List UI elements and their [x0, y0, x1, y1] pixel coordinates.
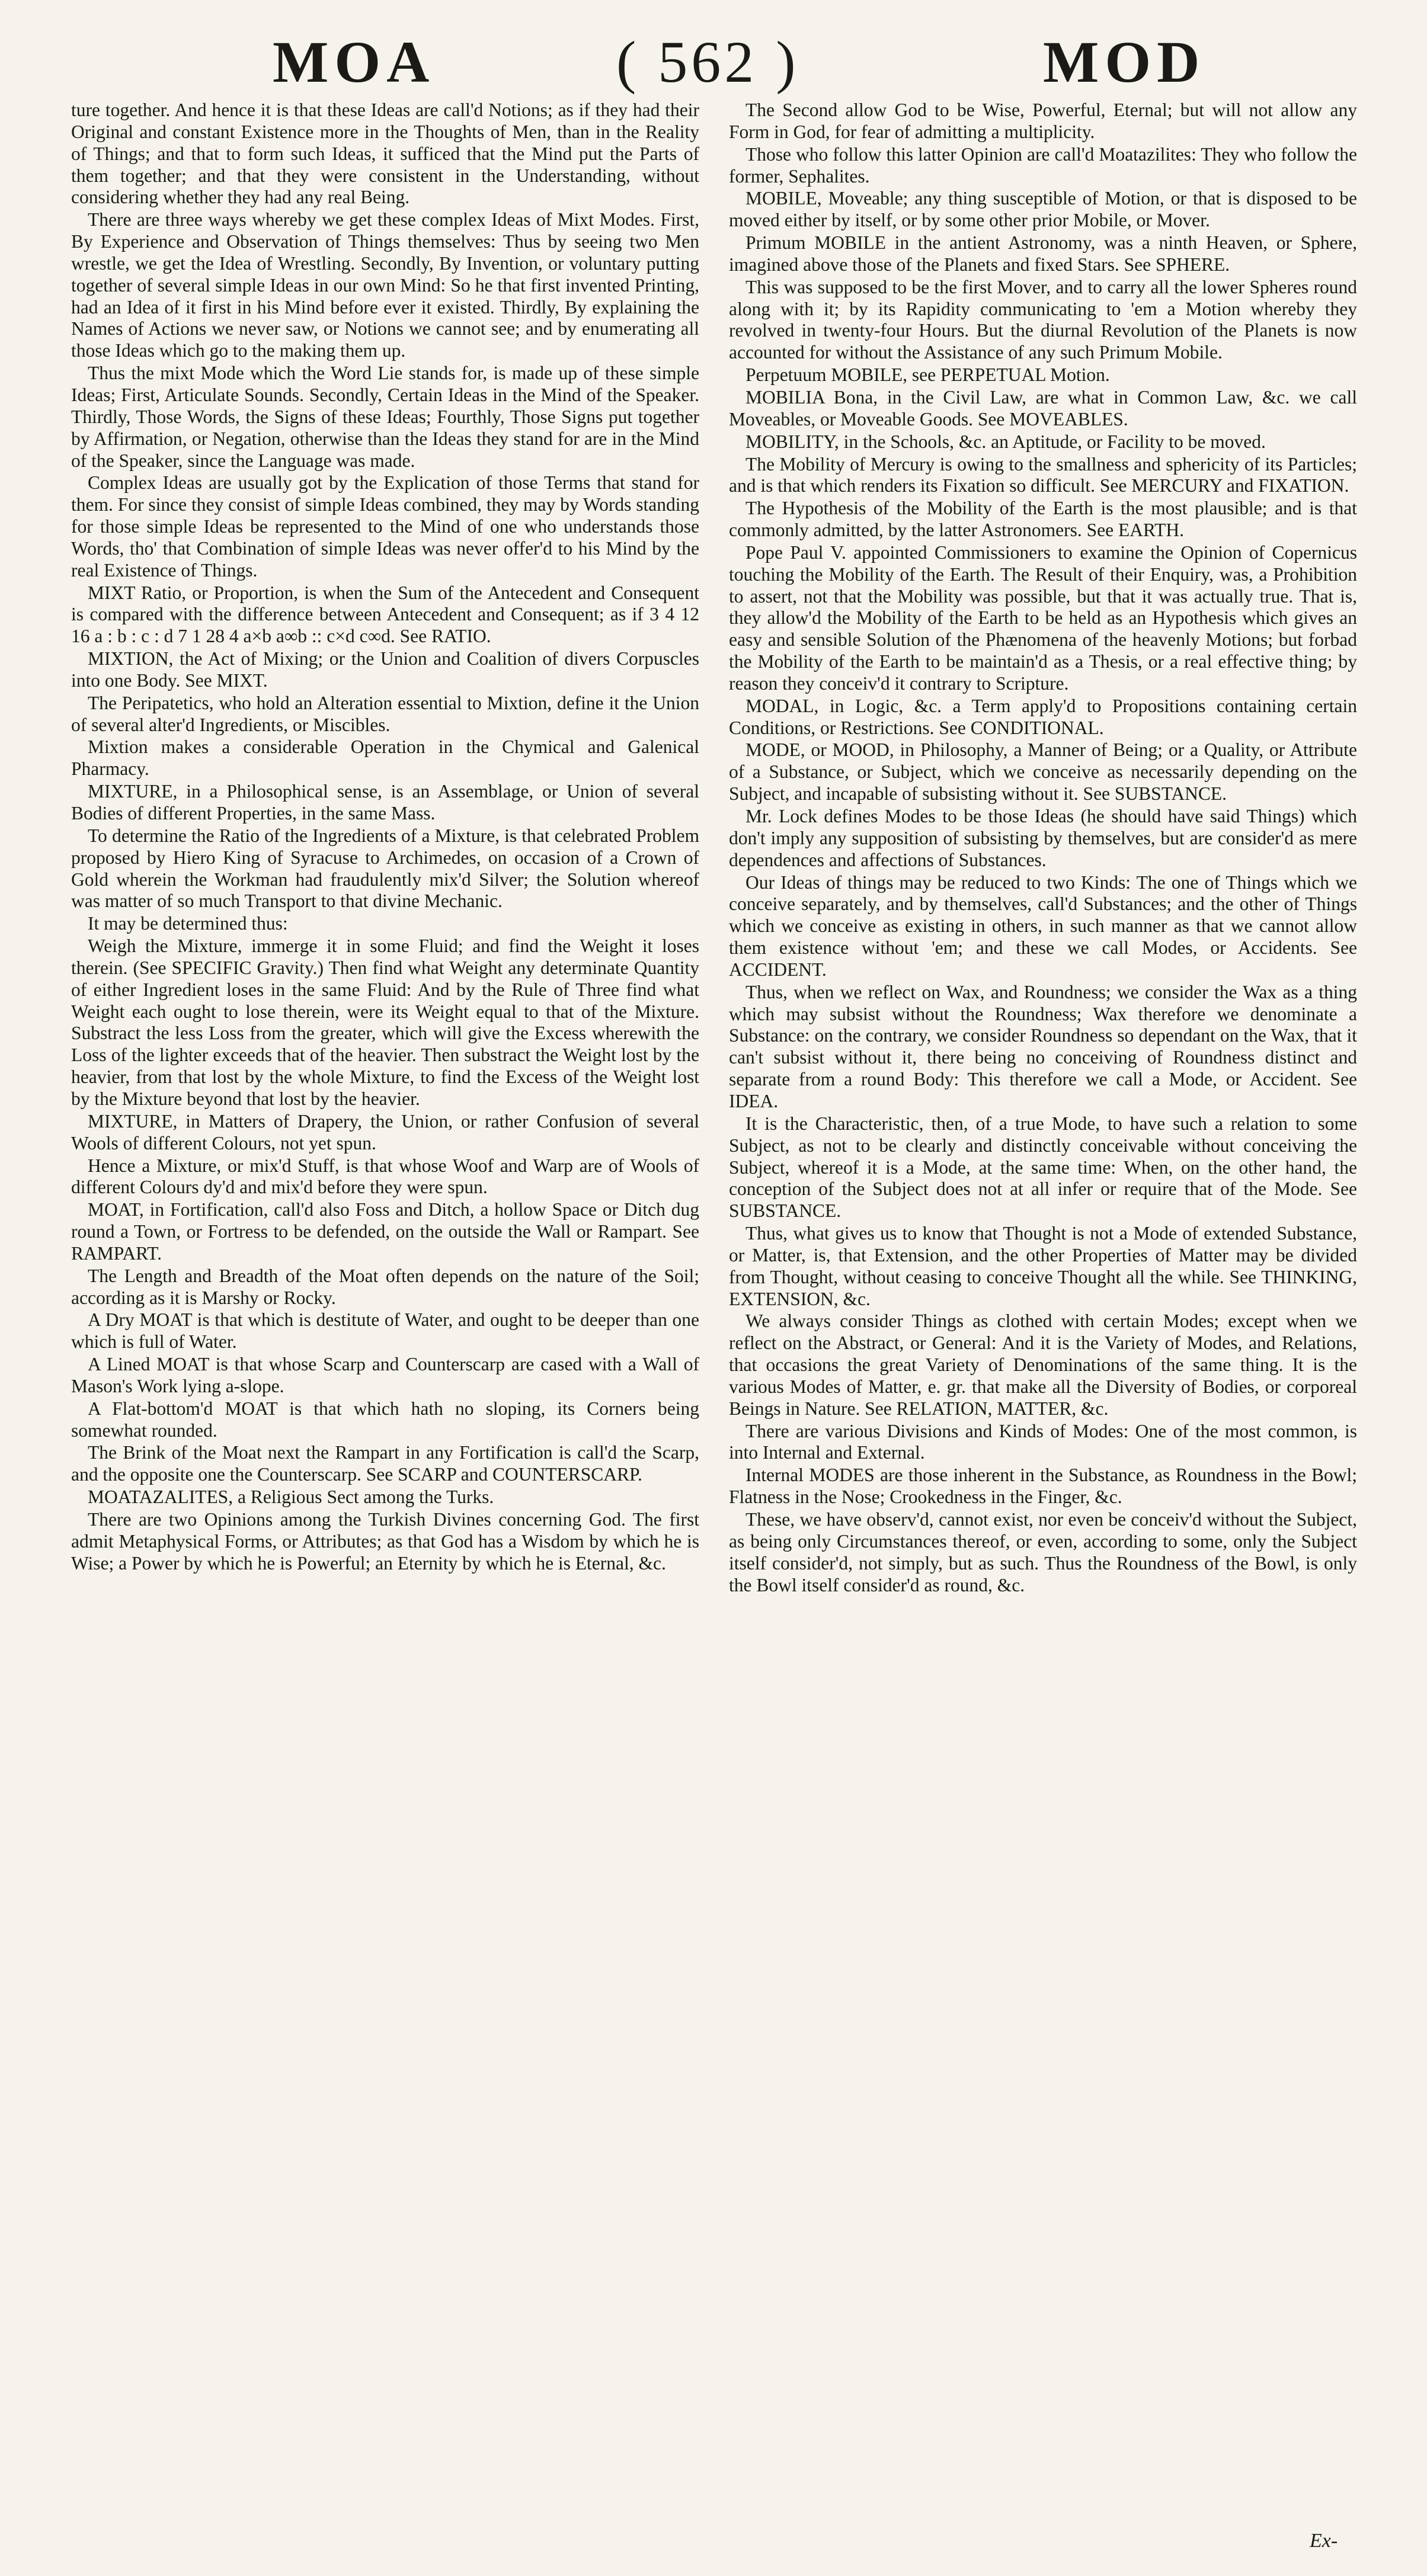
paragraph: MOBILITY, in the Schools, &c. an Aptitude, or Facility to be moved. — [746, 431, 1266, 452]
paragraph: MODAL, in Logic, &c. a Term apply'd to Propositions containing certain Conditions, or Restrictions. See CONDITIONAL. — [729, 695, 1357, 738]
paragraph: Weigh the Mixture, immerge it in some Fluid; and find the Weight it loses therein. (See SPECIFIC Gravity.) Then find what Weight any determinate Quantity of either Ingredient loses in the same Fluid: And by the Rule of Three find what Weight each ought to lose therein, were its Weight equal to that of the Mixture. Substract the less Loss from the greater, which will give the Excess wherewith the Loss of the lighter exceeds that of the heavier. Then substract the Weight lost by the heavier, from that lost by the whole Mixture, to find the Excess of the Weight lost by the Mixture beyond that lost by the heavier. — [71, 935, 699, 1109]
paragraph: There are various Divisions and Kinds of Modes: One of the most common, is into Internal and External. — [729, 1420, 1357, 1463]
paragraph: The Hypothesis of the Mobility of the Earth is the most plausible; and is that commonly admitted, by the latter Astronomers. See EARTH. — [729, 498, 1357, 541]
left-column — [71, 100, 699, 2499]
paragraph: MOBILIA Bona, in the Civil Law, are what in Common Law, &c. we call Moveables, or Moveable Goods. See MOVEABLES. — [729, 386, 1357, 430]
paragraph: Thus, what gives us to know that Thought is not a Mode of extended Substance, or Matter, is, that Extension, and the other Properties of Matter may be divided from Thought, without ceasing to conceive Thought all the while. See THINKING, EXTENSION, &c. — [729, 1223, 1357, 1309]
paragraph: A Dry MOAT is that which is destitute of Water, and ought to be deeper than one which is full of Water. — [71, 1309, 699, 1353]
paragraph: Thus the mixt Mode which the Word Lie stands for, is made up of these simple Ideas; First, Articulate Sounds. Secondly, Certain Ideas in the Mind of the Speaker. Thirdly, Those Words, the Signs of these Ideas; Fourthly, Those Signs put together by Affirmation, or Negation, otherwise than the Ideas they stand for are in the Mind of the Speaker, since the Language was made. — [71, 363, 699, 471]
paragraph: Our Ideas of things may be reduced to two Kinds: The one of Things which we conceive separately, and by themselves, call'd Substances; and the other of Things which we conceive as existing in others, in such manner as that we cannot allow them existence without 'em; and these we call Modes, or Accidents. See ACCIDENT. — [729, 872, 1357, 980]
paragraph: Thus, when we reflect on Wax, and Roundness; we consider the Wax as a thing which may subsist without the Roundness; Wax therefore we denominate a Substance: on the contrary, we consider Roundness so dependant on the Wax, that it can't subsist without it, there being no conceiving of Roundness distinct and separate from a round Body: This therefore we call a Mode, or Accident. See IDEA. — [729, 981, 1357, 1111]
paragraph: ture together. And hence it is that these Ideas are call'd Notions; as if they had their Original and constant Existence more in the Thoughts of Men, than in the Reality of Things; and that to form such Ideas, it sufficed that the Mind put the Parts of them together; and that they were consistent in the Understanding, without considering whether they had any real Being. — [71, 100, 699, 208]
paragraph: There are three ways whereby we get these complex Ideas of Mixt Modes. First, By Experience and Observation of Things themselves: Thus by seeing two Men wrestle, we get the Idea of Wrestling. Secondly, By Invention, or voluntary putting together of several simple Ideas in our own Mind: So he that first invented Printing, had an Idea of it first in his Mind before ever it existed. Thirdly, By explaining the Names of Actions we never saw, or Notions we cannot see; and by enumerating all those Ideas which go to the making them up. — [71, 209, 699, 361]
paragraph: The Length and Breadth of the Moat often depends on the nature of the Soil; according as it is Marshy or Rocky. — [71, 1265, 699, 1308]
paragraph: Internal MODES are those inherent in the Substance, as Roundness in the Bowl; Flatness in the Nose; Crookedness in the Finger, &c. — [729, 1465, 1357, 1508]
paragraph: Those who follow this latter Opinion are call'd Moatazilites: They who follow the former, Sephalites. — [729, 143, 1357, 187]
catchword: Ex- — [1310, 2530, 1338, 2552]
paragraph: Mixtion makes a considerable Operation in the Chymical and Galenical Pharmacy. — [71, 736, 699, 780]
paragraph: A Lined MOAT is that whose Scarp and Counterscarp are cased with a Wall of Mason's Work lying a-slope. — [71, 1354, 699, 1396]
paragraph: MOATAZALITES, a Religious Sect among the Turks. — [88, 1486, 494, 1508]
page-number: ( 562 ) — [616, 29, 799, 95]
paragraph: MIXTURE, in Matters of Drapery, the Union, or rather Confusion of several Wools of different Colours, not yet spun. — [71, 1110, 699, 1154]
paragraph: These, we have observ'd, cannot exist, nor even be conceiv'd without the Subject, as being only Circumstances thereof, or even, according to some, only the Subject itself consider'd, not simply, but as such. Thus the Roundness of the Bowl, is only the Bowl itself consider'd as round, &c. — [729, 1509, 1357, 1595]
paragraph: MIXTURE, in a Philosophical sense, is an Assemblage, or Union of several Bodies of different Properties, in the same Mass. — [71, 781, 699, 824]
paragraph: The Second allow God to be Wise, Powerful, Eternal; but will not allow any Form in God, for fear of admitting a multiplicity. — [729, 100, 1357, 142]
paragraph: MODE, or MOOD, in Philosophy, a Manner of Being; or a Quality, or Attribute of a Substance, or Subject, which we conceive as necessarily depending on the Subject, and incapable of subsisting without it. See SUBSTANCE. — [729, 739, 1357, 805]
paragraph: Complex Ideas are usually got by the Explication of those Terms that stand for them. For since they consist of simple Ideas combined, they may by Words standing for those simple Ideas be represented to the Mind of one who understands those Words, tho' that Combination of simple Ideas was never offer'd to his Mind by the real Existence of Things. — [71, 472, 699, 581]
paragraph: This was supposed to be the first Mover, and to carry all the lower Spheres round along with it; by its Rapidity communicating to 'em a Motion whereby they revolved in twenty-four Hours. But the diurnal Revolution of the Planets is now accounted for without the Assistance of any such Primum Mobile. — [729, 276, 1357, 363]
paragraph: MIXTION, the Act of Mixing; or the Union and Coalition of divers Corpuscles into one Body. See MIXT. — [71, 648, 699, 691]
paragraph: The Peripatetics, who hold an Alteration essential to Mixtion, define it the Union of several alter'd Ingredients, or Miscibles. — [71, 692, 699, 735]
header-right-word: MOD — [1043, 29, 1206, 95]
paragraph: Mr. Lock defines Modes to be those Ideas (he should have said Things) which don't imply any supposition of subsisting by themselves, but are consider'd as mere dependences and affections of Substances. — [729, 806, 1357, 870]
paragraph: To determine the Ratio of the Ingredients of a Mixture, is that celebrated Problem proposed by Hiero King of Syracuse to Archimedes, on occasion of a Crown of Gold wherein the Workman had fraudulently mix'd Silver; the Solution whereof was matter of so much Transport to that divine Mechanic. — [71, 825, 699, 912]
paragraph: MOBILE, Moveable; any thing susceptible of Motion, or that is disposed to be moved either by itself, or by some other prior Mobile, or Mover. — [729, 188, 1357, 231]
paragraph: MIXT Ratio, or Proportion, is when the Sum of the Antecedent and Consequent is compared with the difference between Antecedent and Consequent; as if 3 4 12 16 a : b : c : d 7 1 28 4 a×b a∞b :: c×d c∞d. See RATIO. — [71, 582, 699, 647]
right-column — [729, 100, 1357, 2499]
paragraph: Perpetuum MOBILE, see PERPETUAL Motion. — [746, 364, 1110, 386]
paragraph: We always consider Things as clothed with certain Modes; except when we reflect on the Abstract, or General: And it is the Variety of Modes, and Relations, that occasions the great Variety of Denominations of the same thing. It is the various Modes of Matter, e. gr. that make all the Diversity of Bodies, or corporeal Beings in Nature. See RELATION, MATTER, &c. — [729, 1311, 1357, 1419]
paragraph: There are two Opinions among the Turkish Divines concerning God. The first admit Metaphysical Forms, or Attributes; as that God has a Wisdom by which he is Wise; a Power by which he is Powerful; an Eternity by which he is Eternal, &c. — [71, 1509, 699, 1574]
paragraph: MOAT, in Fortification, call'd also Foss and Ditch, a hollow Space or Ditch dug round a Town, or Fortress to be defended, on the outside the Wall or Rampart. See RAMPART. — [71, 1199, 699, 1264]
header-left-word: MOA — [273, 29, 436, 95]
paragraph: A Flat-bottom'd MOAT is that which hath no sloping, its Corners being somewhat rounded. — [71, 1398, 699, 1441]
paragraph: Hence a Mixture, or mix'd Stuff, is that whose Woof and Warp are of Wools of different Colours dy'd and mix'd before they were spun. — [71, 1155, 699, 1198]
paragraph: The Brink of the Moat next the Rampart in any Fortification is call'd the Scarp, and the opposite one the Counterscarp. See SCARP and COUNTERSCARP. — [71, 1442, 699, 1485]
paragraph: Pope Paul V. appointed Commissioners to examine the Opinion of Copernicus touching the Mobility of the Earth. The Result of their Enquiry, was, a Prohibition to assert, not that the Mobility was possible, but that it was actually true. That is, they allow'd the Mobility of the Earth to be held as an Hypothesis which gives an easy and sensible Solution of the Phænomena of the heavenly Motions; but forbad the Mobility of the Earth to be maintain'd as a Thesis, or a real effective thing; by reason they conceiv'd it contrary to Scripture. — [729, 542, 1357, 694]
paragraph: Primum MOBILE in the antient Astronomy, was a ninth Heaven, or Sphere, imagined above those of the Planets and fixed Stars. See SPHERE. — [729, 232, 1357, 275]
paragraph: It may be determined thus: — [88, 913, 288, 934]
paragraph: The Mobility of Mercury is owing to the smallness and sphericity of its Particles; and is that which renders its Fixation so difficult. See MERCURY and FIXATION. — [729, 453, 1357, 496]
paragraph: It is the Characteristic, then, of a true Mode, to have such a relation to some Subject, as not to be clearly and distinctly conceivable without conceiving the Subject, whereof it is a Mode, at the same time: When, on the other hand, the conception of the Subject does not at all infer or require that of the Mode. See SUBSTANCE. — [729, 1113, 1357, 1222]
